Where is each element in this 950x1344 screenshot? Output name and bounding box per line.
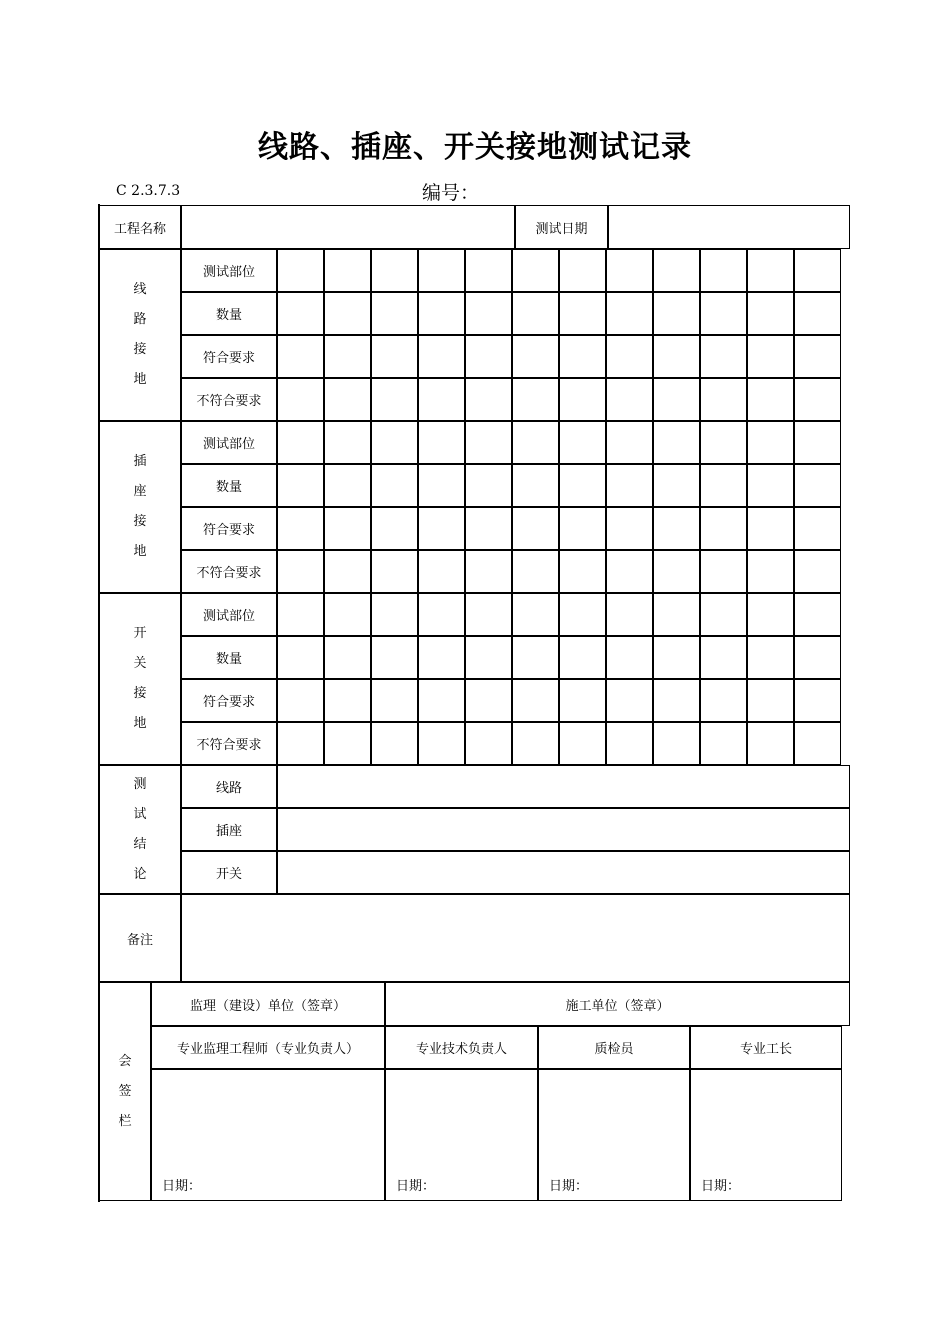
value-cell[interactable]: [747, 550, 794, 593]
value-cell[interactable]: [700, 249, 747, 292]
value-cell[interactable]: [371, 249, 418, 292]
value-cell[interactable]: [747, 378, 794, 421]
value-cell[interactable]: [371, 507, 418, 550]
signature-label: 会 签 栏: [99, 982, 151, 1201]
value-cell[interactable]: [559, 593, 606, 636]
value-cell[interactable]: [465, 722, 512, 765]
value-cell[interactable]: [700, 464, 747, 507]
value-cell[interactable]: [794, 722, 841, 765]
value-cell[interactable]: [794, 249, 841, 292]
row-label: 数量: [181, 292, 277, 335]
value-cell[interactable]: [653, 464, 700, 507]
value-cell[interactable]: [653, 249, 700, 292]
value-cell[interactable]: [794, 593, 841, 636]
value-cell[interactable]: [512, 636, 559, 679]
row-label: 符合要求: [181, 335, 277, 378]
signature-role-label: 专业技术负责人: [385, 1026, 538, 1069]
value-cell[interactable]: [371, 593, 418, 636]
conclusion-value-field[interactable]: [277, 808, 850, 851]
value-cell[interactable]: [371, 378, 418, 421]
value-cell[interactable]: [512, 464, 559, 507]
value-cell[interactable]: [700, 421, 747, 464]
conclusion-label: 测 试 结 论: [99, 765, 181, 894]
section-label: 插 座 接 地: [99, 421, 181, 593]
value-cell[interactable]: [418, 421, 465, 464]
value-cell[interactable]: [324, 550, 371, 593]
value-cell[interactable]: [606, 292, 653, 335]
value-cell[interactable]: [277, 593, 324, 636]
value-cell[interactable]: [465, 378, 512, 421]
value-cell[interactable]: [747, 464, 794, 507]
conclusion-value-field[interactable]: [277, 765, 850, 808]
row-label: 测试部位: [181, 593, 277, 636]
value-cell[interactable]: [606, 550, 653, 593]
signature-role-label: 专业工长: [690, 1026, 842, 1069]
value-cell[interactable]: [512, 249, 559, 292]
test-date-field[interactable]: [608, 205, 850, 249]
date-label: 日期：: [549, 1179, 589, 1194]
value-cell[interactable]: [653, 421, 700, 464]
value-cell[interactable]: [371, 550, 418, 593]
value-cell[interactable]: [512, 378, 559, 421]
signature-box[interactable]: [538, 1069, 690, 1201]
value-cell[interactable]: [559, 335, 606, 378]
value-cell[interactable]: [465, 464, 512, 507]
date-label: 日期：: [162, 1179, 202, 1194]
value-cell[interactable]: [747, 249, 794, 292]
value-cell[interactable]: [324, 249, 371, 292]
signature-role-label: 专业监理工程师（专业负责人）: [151, 1026, 385, 1069]
date-label: 日期：: [396, 1179, 436, 1194]
value-cell[interactable]: [653, 507, 700, 550]
value-cell[interactable]: [653, 722, 700, 765]
value-cell[interactable]: [277, 421, 324, 464]
value-cell[interactable]: [747, 507, 794, 550]
value-cell[interactable]: [747, 679, 794, 722]
value-cell[interactable]: [324, 421, 371, 464]
value-cell[interactable]: [653, 593, 700, 636]
value-cell[interactable]: [559, 507, 606, 550]
value-cell[interactable]: [512, 679, 559, 722]
value-cell[interactable]: [794, 421, 841, 464]
value-cell[interactable]: [371, 636, 418, 679]
value-cell[interactable]: [465, 593, 512, 636]
value-cell[interactable]: [747, 636, 794, 679]
row-label: 不符合要求: [181, 722, 277, 765]
value-cell[interactable]: [465, 679, 512, 722]
value-cell[interactable]: [277, 464, 324, 507]
value-cell[interactable]: [324, 593, 371, 636]
value-cell[interactable]: [700, 292, 747, 335]
value-cell[interactable]: [747, 335, 794, 378]
value-cell[interactable]: [559, 550, 606, 593]
value-cell[interactable]: [700, 636, 747, 679]
conclusion-row-label: 插座: [181, 808, 277, 851]
value-cell[interactable]: [277, 636, 324, 679]
value-cell[interactable]: [465, 421, 512, 464]
value-cell[interactable]: [606, 421, 653, 464]
value-cell[interactable]: [653, 292, 700, 335]
section-label: 开 关 接 地: [99, 593, 181, 765]
value-cell[interactable]: [324, 679, 371, 722]
value-cell[interactable]: [794, 507, 841, 550]
signature-box[interactable]: [690, 1069, 842, 1201]
section-label: 线 路 接 地: [99, 249, 181, 421]
row-label: 测试部位: [181, 249, 277, 292]
value-cell[interactable]: [277, 378, 324, 421]
conclusion-row-label: 开关: [181, 851, 277, 894]
value-cell[interactable]: [418, 507, 465, 550]
test-date-label: 测试日期: [515, 205, 608, 249]
value-cell[interactable]: [371, 292, 418, 335]
signature-box[interactable]: [385, 1069, 538, 1201]
value-cell[interactable]: [747, 421, 794, 464]
value-cell[interactable]: [559, 464, 606, 507]
value-cell[interactable]: [700, 722, 747, 765]
value-cell[interactable]: [700, 335, 747, 378]
value-cell[interactable]: [559, 421, 606, 464]
value-cell[interactable]: [418, 679, 465, 722]
value-cell[interactable]: [747, 722, 794, 765]
form-code: C 2.3.7.3: [116, 183, 181, 199]
outer-border: [98, 204, 100, 1202]
value-cell[interactable]: [277, 722, 324, 765]
value-cell[interactable]: [418, 636, 465, 679]
value-cell[interactable]: [277, 550, 324, 593]
value-cell[interactable]: [324, 378, 371, 421]
value-cell[interactable]: [277, 292, 324, 335]
value-cell[interactable]: [324, 464, 371, 507]
page-title: 线路、插座、开关接地测试记录: [258, 130, 692, 165]
value-cell[interactable]: [418, 335, 465, 378]
value-cell[interactable]: [324, 722, 371, 765]
value-cell[interactable]: [465, 507, 512, 550]
value-cell[interactable]: [606, 679, 653, 722]
conclusion-value-field[interactable]: [277, 851, 850, 894]
value-cell[interactable]: [465, 292, 512, 335]
value-cell[interactable]: [606, 378, 653, 421]
value-cell[interactable]: [512, 722, 559, 765]
number-label: 编号：: [422, 182, 480, 204]
value-cell[interactable]: [794, 335, 841, 378]
value-cell[interactable]: [559, 292, 606, 335]
value-cell[interactable]: [324, 292, 371, 335]
value-cell[interactable]: [371, 679, 418, 722]
conclusion-row-label: 线路: [181, 765, 277, 808]
value-cell[interactable]: [747, 292, 794, 335]
value-cell[interactable]: [371, 464, 418, 507]
value-cell[interactable]: [653, 679, 700, 722]
value-cell[interactable]: [653, 378, 700, 421]
value-cell[interactable]: [371, 421, 418, 464]
value-cell[interactable]: [559, 378, 606, 421]
date-label: 日期：: [701, 1179, 741, 1194]
value-cell[interactable]: [794, 464, 841, 507]
value-cell[interactable]: [277, 335, 324, 378]
value-cell[interactable]: [700, 679, 747, 722]
value-cell[interactable]: [794, 378, 841, 421]
value-cell[interactable]: [324, 636, 371, 679]
signature-box[interactable]: [151, 1069, 385, 1201]
value-cell[interactable]: [512, 550, 559, 593]
value-cell[interactable]: [418, 378, 465, 421]
value-cell[interactable]: [794, 636, 841, 679]
value-cell[interactable]: [700, 507, 747, 550]
row-label: 测试部位: [181, 421, 277, 464]
value-cell[interactable]: [653, 636, 700, 679]
row-label: 数量: [181, 464, 277, 507]
value-cell[interactable]: [559, 249, 606, 292]
value-cell[interactable]: [277, 679, 324, 722]
value-cell[interactable]: [371, 335, 418, 378]
value-cell[interactable]: [606, 249, 653, 292]
value-cell[interactable]: [700, 593, 747, 636]
value-cell[interactable]: [512, 292, 559, 335]
value-cell[interactable]: [512, 593, 559, 636]
value-cell[interactable]: [794, 292, 841, 335]
row-label: 符合要求: [181, 679, 277, 722]
value-cell[interactable]: [700, 378, 747, 421]
value-cell[interactable]: [559, 636, 606, 679]
value-cell[interactable]: [559, 722, 606, 765]
row-label: 数量: [181, 636, 277, 679]
value-cell[interactable]: [512, 421, 559, 464]
value-cell[interactable]: [418, 722, 465, 765]
value-cell[interactable]: [418, 464, 465, 507]
value-cell[interactable]: [277, 249, 324, 292]
signature-role-label: 质检员: [538, 1026, 690, 1069]
value-cell[interactable]: [512, 507, 559, 550]
value-cell[interactable]: [653, 335, 700, 378]
value-cell[interactable]: [418, 550, 465, 593]
value-cell[interactable]: [418, 249, 465, 292]
value-cell[interactable]: [418, 593, 465, 636]
supervisor-unit-label: 监理（建设）单位（签章）: [151, 982, 385, 1026]
value-cell[interactable]: [559, 679, 606, 722]
value-cell[interactable]: [277, 507, 324, 550]
value-cell[interactable]: [606, 464, 653, 507]
value-cell[interactable]: [465, 249, 512, 292]
value-cell[interactable]: [653, 550, 700, 593]
project-name-label: 工程名称: [99, 205, 181, 249]
value-cell[interactable]: [324, 507, 371, 550]
value-cell[interactable]: [606, 335, 653, 378]
value-cell[interactable]: [465, 335, 512, 378]
value-cell[interactable]: [794, 550, 841, 593]
value-cell[interactable]: [512, 335, 559, 378]
remarks-label: 备注: [99, 894, 181, 982]
value-cell[interactable]: [418, 292, 465, 335]
row-label: 不符合要求: [181, 378, 277, 421]
remarks-field[interactable]: [181, 894, 850, 982]
value-cell[interactable]: [465, 550, 512, 593]
value-cell[interactable]: [794, 679, 841, 722]
row-label: 符合要求: [181, 507, 277, 550]
value-cell[interactable]: [324, 335, 371, 378]
value-cell[interactable]: [700, 550, 747, 593]
value-cell[interactable]: [606, 593, 653, 636]
value-cell[interactable]: [606, 507, 653, 550]
value-cell[interactable]: [371, 722, 418, 765]
construction-unit-label: 施工单位（签章）: [385, 982, 850, 1026]
project-name-field[interactable]: [181, 205, 515, 249]
value-cell[interactable]: [747, 593, 794, 636]
row-label: 不符合要求: [181, 550, 277, 593]
value-cell[interactable]: [606, 722, 653, 765]
value-cell[interactable]: [465, 636, 512, 679]
value-cell[interactable]: [606, 636, 653, 679]
